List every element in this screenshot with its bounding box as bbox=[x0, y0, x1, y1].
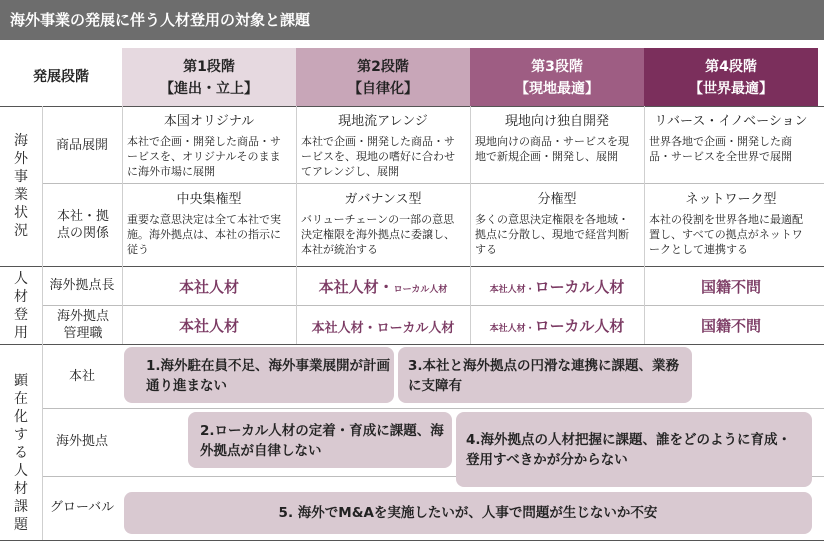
stage-header-3 bbox=[470, 48, 644, 106]
divider bbox=[470, 106, 471, 344]
hr-main-text: 本社人材・ bbox=[318, 278, 394, 296]
hr-main-text: ローカル人材 bbox=[534, 317, 625, 335]
manager-hr-1 bbox=[122, 315, 296, 336]
stage-header-label bbox=[0, 48, 122, 106]
hr-small-text: 本社人材・ bbox=[489, 324, 535, 334]
head-hr-3 bbox=[470, 276, 644, 297]
product-desc-1: 本社で企画・開発した商品・サービスを、オリジナルそのままに海外市場に展開 bbox=[127, 135, 281, 178]
head-hr-2 bbox=[296, 276, 470, 297]
hr-main-text: 国籍不問 bbox=[700, 317, 761, 335]
hr-main-text: 本社人材 bbox=[178, 278, 239, 296]
hr-main-text: 本社人材 bbox=[178, 317, 239, 335]
relation-title-4: ネットワーク型 bbox=[685, 192, 777, 207]
hr-main-text: 国籍不問 bbox=[700, 278, 761, 296]
issue-box-1: 1.海外駐在員不足、海外事業展開が計画通り進まない bbox=[124, 347, 394, 403]
issue-row-overseas: 海外拠点 bbox=[55, 434, 108, 449]
product-title-2: 現地流アレンジ bbox=[338, 114, 428, 129]
product-desc-2: 本社で企画・開発した商品・サービスを、現地の嗜好に合わせてアレンジし、展開 bbox=[301, 135, 455, 178]
issue-row-hq: 本社 bbox=[68, 369, 95, 384]
divider bbox=[122, 106, 123, 344]
stage-name: 第3段階 bbox=[531, 59, 583, 75]
row-label-manager: 海外拠点管理職 bbox=[56, 309, 109, 341]
issue-box-2: 2.ローカル人材の定着・育成に課題、海外拠点が自律しない bbox=[188, 412, 452, 468]
category-hr-appointment: 人材登用 bbox=[14, 271, 28, 341]
head-hr-4 bbox=[644, 276, 818, 297]
divider bbox=[296, 106, 297, 344]
issue-row-global: グローバル bbox=[49, 500, 115, 515]
divider bbox=[42, 305, 824, 306]
manager-hr-2 bbox=[296, 317, 470, 336]
row-label-relation: 本社・拠点の関係 bbox=[56, 209, 109, 241]
divider bbox=[42, 183, 824, 184]
stage-subtitle: 【現地最適】 bbox=[515, 81, 599, 97]
stage-subtitle: 【世界最適】 bbox=[689, 81, 773, 97]
relation-desc-4: 本社の役割を世界各地に最適配置し、すべての拠点がネットワークとして連携する bbox=[649, 213, 803, 256]
stage-header-2 bbox=[296, 48, 470, 106]
relation-title-2: ガバナンス型 bbox=[344, 192, 422, 207]
stage-name: 第2段階 bbox=[357, 59, 409, 75]
category-overseas-status: 海外事業状況 bbox=[14, 133, 28, 239]
hr-small-text: 本社人材・ bbox=[489, 285, 535, 295]
product-desc-3: 現地向けの商品・サービスを現地で新規企画・開発し、展開 bbox=[475, 135, 629, 163]
stage-name: 第4段階 bbox=[705, 59, 757, 75]
divider bbox=[0, 540, 824, 541]
divider bbox=[42, 408, 824, 409]
product-title-1: 本国オリジナル bbox=[163, 114, 255, 129]
divider bbox=[42, 106, 43, 540]
manager-hr-3 bbox=[470, 315, 644, 336]
stage-name: 第1段階 bbox=[183, 59, 235, 75]
relation-desc-3: 多くの意思決定権限を各地域・拠点に分散し、現地で経営判断する bbox=[475, 213, 629, 256]
issue-box-5: 5. 海外でM&Aを実施したいが、人事で問題が生じないか不安 bbox=[124, 492, 812, 534]
page-title: 海外事業の発展に伴う人材登用の対象と課題 bbox=[0, 0, 824, 40]
hr-main-text: ローカル人材 bbox=[534, 278, 625, 296]
relation-title-1: 中央集権型 bbox=[176, 192, 242, 207]
row-label-product: 商品展開 bbox=[55, 138, 108, 153]
relation-desc-2: バリューチェーンの一部の意思決定権限を海外拠点に委譲し、本社が統治する bbox=[301, 213, 455, 256]
stage-header-1 bbox=[122, 48, 296, 106]
divider bbox=[644, 106, 645, 344]
hr-main-text: 本社人材・ローカル人材 bbox=[311, 321, 455, 336]
hr-small-text: ローカル人材 bbox=[393, 285, 448, 295]
stage-subtitle: 【進出・立上】 bbox=[160, 81, 258, 97]
stage-header-4 bbox=[644, 48, 818, 106]
stage-header-label-text: 発展段階 bbox=[33, 69, 89, 85]
head-hr-1 bbox=[122, 276, 296, 297]
divider bbox=[0, 344, 824, 345]
relation-title-3: 分権型 bbox=[537, 192, 577, 207]
product-title-3: 現地向け独自開発 bbox=[504, 114, 609, 129]
category-hr-issues: 顕在化する人材課題 bbox=[14, 373, 28, 533]
manager-hr-4 bbox=[644, 315, 818, 336]
issue-box-3: 3.本社と海外拠点の円滑な連携に課題、業務に支障有 bbox=[398, 347, 692, 403]
product-title-4: リバース・イノベーション bbox=[654, 114, 808, 129]
row-label-head: 海外拠点長 bbox=[49, 278, 115, 293]
product-desc-4: 世界各地で企画・開発した商品・サービスを全世界で展開 bbox=[649, 135, 792, 163]
divider bbox=[0, 266, 824, 267]
issue-box-4: 4.海外拠点の人材把握に課題、誰をどのように育成・登用すべきかが分からない bbox=[456, 412, 812, 487]
relation-desc-1: 重要な意思決定は全て本社で実施。海外拠点は、本社の指示に従う bbox=[127, 213, 281, 256]
stage-subtitle: 【自律化】 bbox=[348, 81, 418, 97]
divider bbox=[0, 106, 824, 107]
